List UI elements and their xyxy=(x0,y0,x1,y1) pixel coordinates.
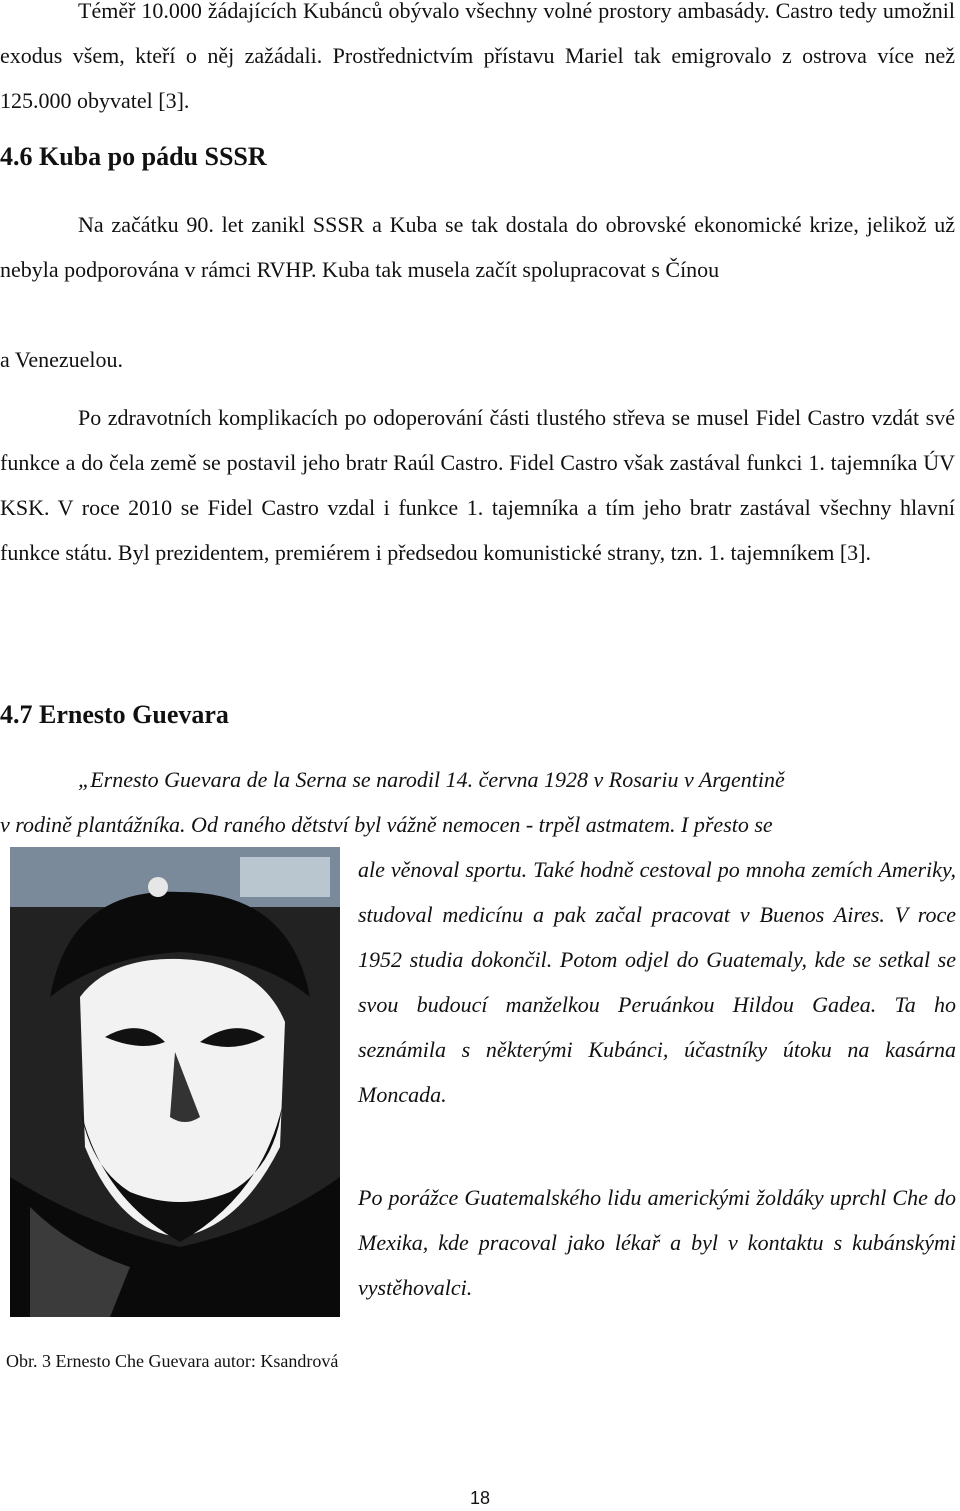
quote-right-paragraph-2: Po porážce Guatemalského lidu americkými žoldáky uprchl Che do Mexika, kde pracoval jako lékař a byl v kontaktu s kubánskými vystěhovalci. xyxy=(358,1185,956,1300)
quote-line-2: v rodině plantážníka. Od raného dětství byl vážně nemocen - trpěl astmatem. I přesto se xyxy=(0,812,773,837)
figure-caption: Obr. 3 Ernesto Che Guevara autor: Ksandrová xyxy=(6,1351,339,1371)
quote-right-paragraph-1: ale věnoval sportu. Také hodně cestoval po mnoha zemích Ameriky, studoval medicínu a pak začal pracovat v Buenos Aires. V roce 1952 studia dokončil. Potom odjel do Guatemaly, kde se setkal se svou budoucí manželkou Peruánkou Hildou Gadea. Ta ho seznámila s některými Kubánci, účastníky útoku na kasárna Moncada. xyxy=(358,857,956,1107)
paragraph-ussr-fall-cont: a Venezuelou. xyxy=(0,347,123,372)
che-guevara-photo xyxy=(10,847,340,1317)
heading-4-7: 4.7 Ernesto Guevara xyxy=(0,700,229,729)
heading-4-6: 4.6 Kuba po pádu SSSR xyxy=(0,142,267,171)
page-number: 18 xyxy=(469,1488,491,1508)
portrait-image xyxy=(10,847,340,1317)
paragraph-ussr-fall: Na začátku 90. let zanikl SSSR a Kuba se tak dostala do obrovské ekonomické krize, jelikož už nebyla podporována v rámci RVHP. Kuba tak musela začít spolupracovat s Čínou xyxy=(0,212,955,282)
paragraph-raul-castro: Po zdravotních komplikacích po odoperování části tlustého střeva se musel Fidel Castro vzdát své funkce a do čela země se postavil jeho bratr Raúl Castro. Fidel Castro však zastával funkci 1. tajemníka ÚV KSK. V roce 2010 se Fidel Castro vzdal i funkce 1. tajemníka a tím jeho bratr zastával všechny hlavní funkce státu. Byl prezidentem, premiérem i předsedou komunistické strany, tzn. 1. tajemníkem [3]. xyxy=(0,405,955,565)
paragraph-ambassy: Téměř 10.000 žádajících Kubánců obývalo všechny volné prostory ambasády. Castro tedy umožnil exodus všem, kteří o něj zažádali. Prostřednictvím přístavu Mariel tak emigrovalo z ostrova více než 125.000 obyvatel [3]. xyxy=(0,0,955,113)
quote-line-1: „Ernesto Guevara de la Serna se narodil 14. června 1928 v Rosariu v Argentině xyxy=(78,767,785,792)
